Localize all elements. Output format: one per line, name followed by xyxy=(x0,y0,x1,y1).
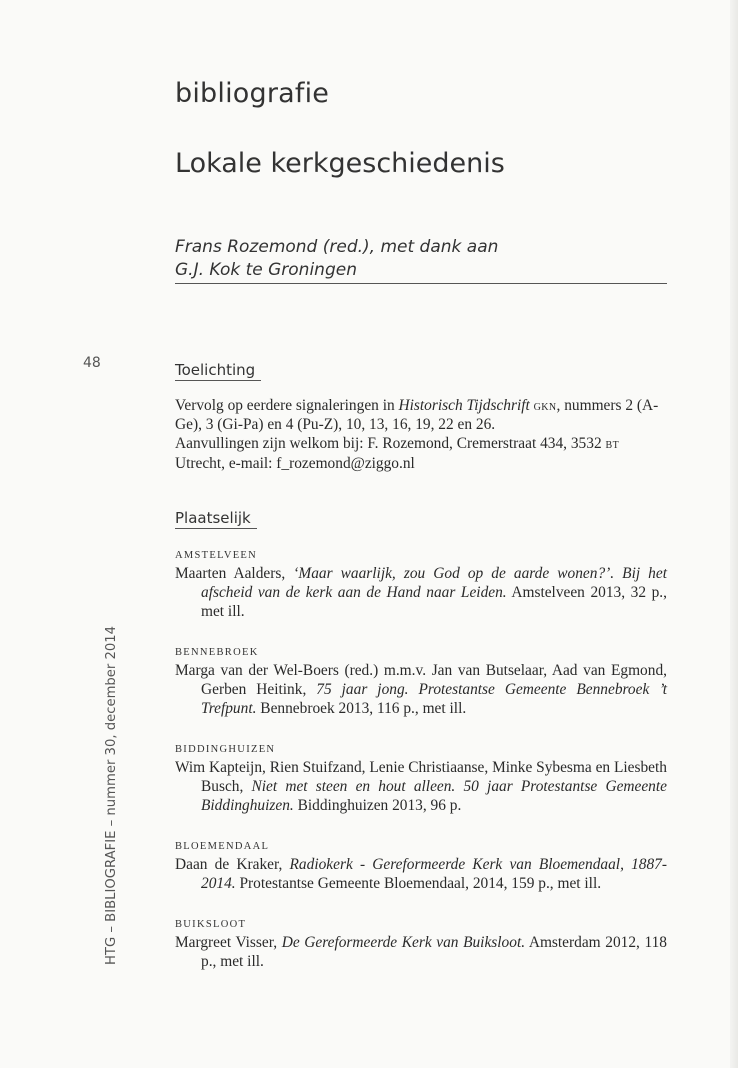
bibliography-entries xyxy=(175,549,667,997)
entry-text: Maarten Aalders, ‘Maar waarlijk, zou God op de aarde wonen?’. Bij het afscheid van de kerk aan de Hand naar Leiden. Amstelveen 2013, 32 p., met ill. xyxy=(175,565,667,620)
entry-title: ‘Maar waarlijk, zou God op de aarde wonen?’. Bij het afscheid van de kerk aan de Hand naar Leiden. xyxy=(201,565,667,601)
entry-text: Daan de Kraker, Radiokerk - Gereformeerde Kerk van Bloemendaal, 1887-2014. Protestantse Gemeente Bloemendaal, 2014, 159 p., met ill. xyxy=(175,856,668,892)
postcode-abbr: bt xyxy=(605,436,620,452)
running-head: HTG – BIBLIOGRAFIE – nummer 30, december 2014 xyxy=(104,625,119,965)
place-name: BIDDINGHUIZEN xyxy=(175,744,276,755)
bibliography-entry xyxy=(175,918,667,971)
entry-title: De Gereformeerde Kerk van Buiksloot. xyxy=(281,934,526,951)
entry-title: Niet met steen en hout alleen. 50 jaar Protestantse Gemeente Biddinghuizen. xyxy=(201,778,667,814)
entry-text: Wim Kapteijn, Rien Stuifzand, Lenie Christiaanse, Minke Sybesma en Liesbeth Busch, Niet met steen en hout alleen. 50 jaar Protestantse Gemeente Biddinghuizen. Biddinghuizen 2013, 96 p. xyxy=(175,759,667,814)
place-name: BUIKSLOOT xyxy=(175,919,247,930)
intro-paragraph-1: Vervolg op eerdere signaleringen in Historisch Tijdschrift gkn, nummers 2 (A-Ge), 3 (Gi-Pa) en 4 (Pu-Z), 10, 13, 16, 19, 22 en 26. xyxy=(175,397,659,434)
entry-text: Marga van der Wel-Boers (red.) m.m.v. Jan van Butselaar, Aad van Egmond, Gerben Heitink, 75 jaar jong. Protestantse Gemeente Bennebroek ’t Trefpunt. Bennebroek 2013, 116 p., met ill. xyxy=(175,662,667,717)
page-edge xyxy=(730,0,738,1068)
journal-title: Historisch Tijdschrift xyxy=(398,397,530,414)
heading-toelichting: Toelichting xyxy=(175,361,261,381)
bibliography-entry xyxy=(175,743,667,815)
authors-line-2: G.J. Kok te Groningen xyxy=(175,260,357,280)
bibliography-entry xyxy=(175,549,667,621)
place-name: BLOEMENDAAL xyxy=(175,841,270,852)
page-title: Lokale kerkgeschiedenis xyxy=(175,148,505,179)
intro-paragraph-2: Aanvullingen zijn welkom bij: F. Rozemond, Cremerstraat 434, 3532 bt Utrecht, e-mail: f_rozemond@ziggo.nl xyxy=(175,435,620,472)
bibliography-entry xyxy=(175,840,667,893)
bibliography-entry xyxy=(175,646,667,718)
heading-plaatselijk: Plaatselijk xyxy=(175,509,257,529)
place-name: BENNEBROEK xyxy=(175,647,259,658)
entry-text: Margreet Visser, De Gereformeerde Kerk van Buiksloot. Amsterdam 2012, 118 p., met ill. xyxy=(175,934,667,970)
page-number: 48 xyxy=(83,355,101,371)
authors xyxy=(175,236,667,284)
authors-line-1: Frans Rozemond (red.), met dank aan xyxy=(175,237,499,257)
journal-abbr: gkn xyxy=(533,398,557,413)
intro-text xyxy=(175,396,667,473)
section-label: bibliografie xyxy=(175,78,330,109)
entry-title: 75 jaar jong. Protestantse Gemeente Bennebroek ’t Trefpunt. xyxy=(201,681,667,717)
place-name: AMSTELVEEN xyxy=(175,550,258,561)
entry-title: Radiokerk - Gereformeerde Kerk van Bloemendaal, 1887-2014. xyxy=(201,856,668,892)
